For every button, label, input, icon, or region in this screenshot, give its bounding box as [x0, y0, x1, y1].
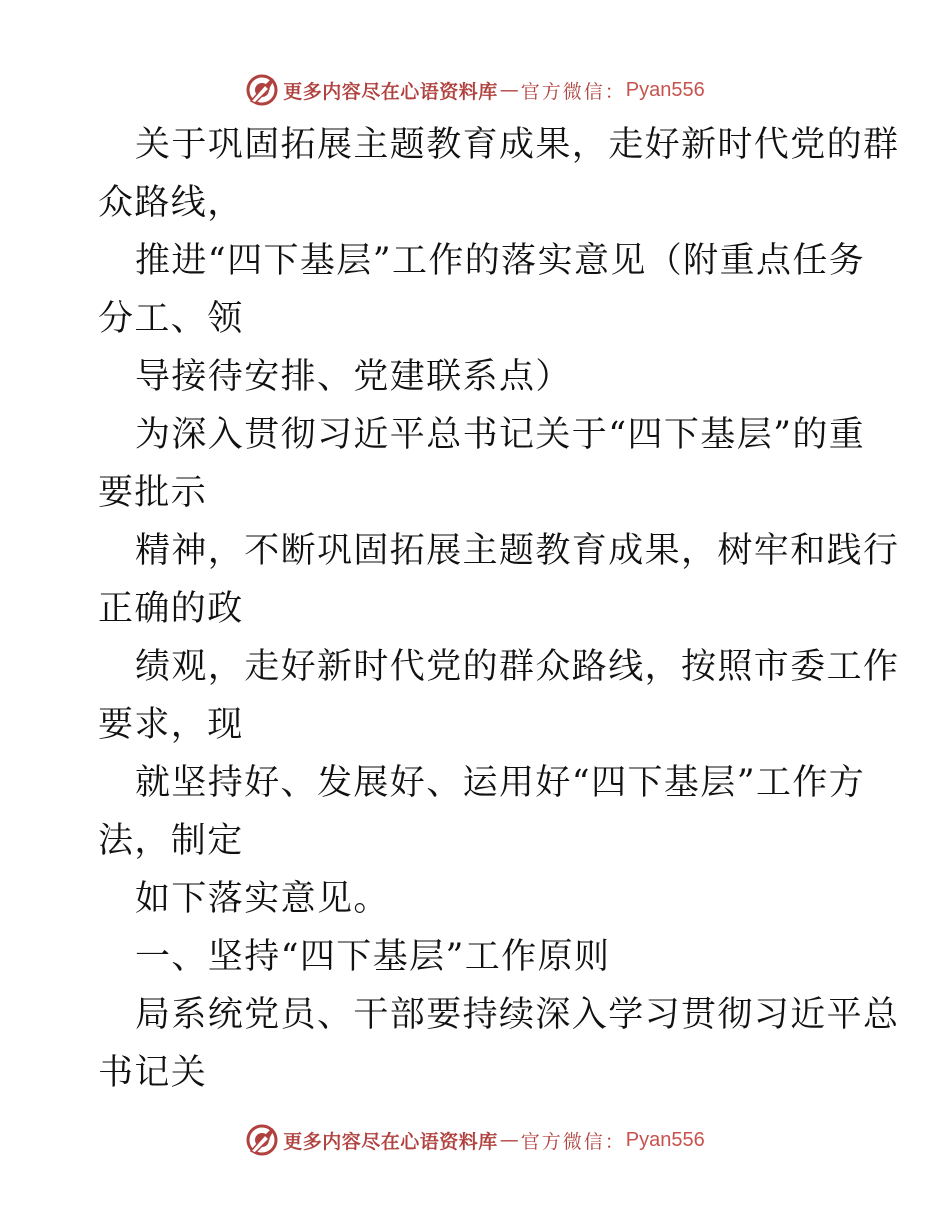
header-dash: —: [499, 79, 519, 101]
text-line: 要批示: [98, 473, 208, 513]
header-label: 官方微信：: [520, 80, 626, 103]
text-line: 书记关: [98, 1053, 208, 1093]
text-line: 就坚持好、发展好、运用好“四下基层”工作方: [135, 763, 866, 803]
text-line: 为深入贯彻习近平总书记关于“四下基层”的重: [135, 415, 866, 455]
text-line: 众路线，: [98, 183, 244, 223]
text-line: 如下落实意见。: [135, 879, 390, 919]
text-line: 导接待安排、党建联系点）: [135, 357, 572, 397]
text-line: 推进“四下基层”工作的落实意见（附重点任务: [135, 241, 866, 281]
footer-wechat-id: Pyan556: [625, 1128, 705, 1151]
footer-banner: [0, 1122, 950, 1158]
text-line: 正确的政: [98, 589, 244, 629]
text-line: 局系统党员、干部要持续深入学习贯彻习近平总: [135, 995, 900, 1035]
header-brand-text: 更多内容尽在心语资料库: [283, 80, 498, 103]
text-line: 要求，现: [98, 705, 244, 745]
text-line: 关于巩固拓展主题教育成果，走好新时代党的群: [135, 125, 900, 165]
header-wechat-id: Pyan556: [625, 78, 705, 101]
document-body: [98, 116, 900, 1102]
header-banner: [0, 72, 950, 108]
pen-logo-icon: [245, 1123, 279, 1157]
text-line: 法，制定: [98, 821, 244, 861]
pen-logo-icon: [245, 73, 279, 107]
footer-brand-text: 更多内容尽在心语资料库: [283, 1130, 498, 1153]
text-line: 分工、领: [98, 299, 244, 339]
text-line: 绩观，走好新时代党的群众路线，按照市委工作: [135, 647, 900, 687]
footer-dash: —: [499, 1129, 519, 1151]
section-heading: 一、坚持“四下基层”工作原则: [135, 937, 611, 977]
footer-label: 官方微信：: [520, 1130, 626, 1153]
text-line: 精神，不断巩固拓展主题教育成果，树牢和践行: [135, 531, 900, 571]
